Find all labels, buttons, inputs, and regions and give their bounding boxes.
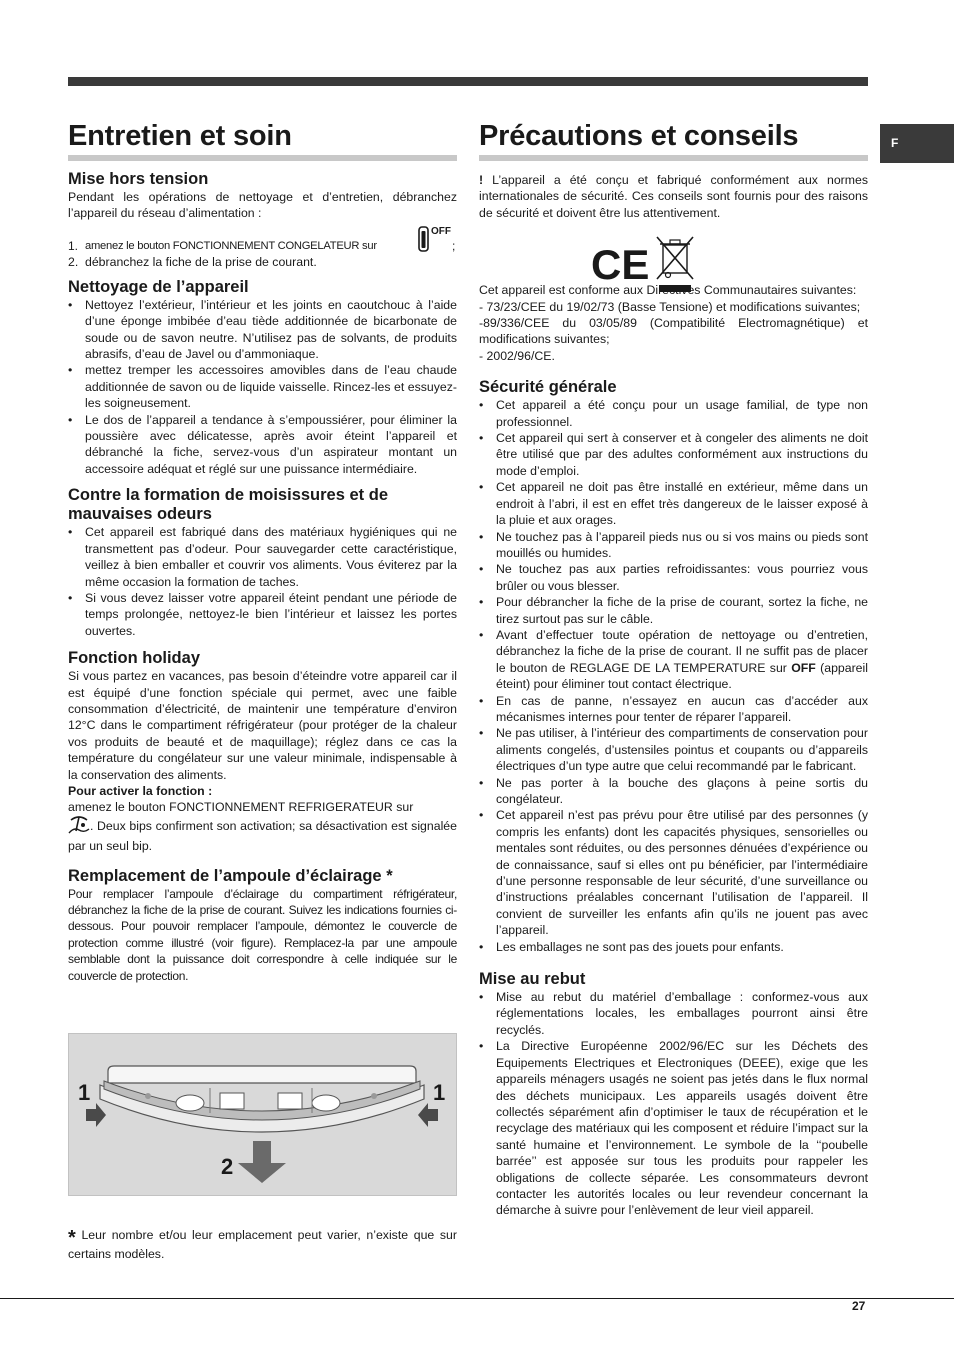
warning-mark: ! <box>479 173 484 187</box>
holiday-instruction: amenez le bouton FONCTIONNEMENT REFRIGERATEUR sur . Deux bips confirment son activation; sa désactivation est signalée par un seul bip. <box>68 800 457 854</box>
heading-securite-generale: Sécurité générale <box>479 378 617 397</box>
column-entretien <box>68 118 457 984</box>
list-item: • Ne pas porter à la bouche des glaçons à peine sortis du congélateur. <box>479 775 868 808</box>
heading-nettoyage: Nettoyage de l’appareil <box>68 277 249 296</box>
section-title-precautions: Précautions et conseils <box>479 118 868 161</box>
list-item: • Nettoyez l’extérieur, l’intérieur et les joints en caoutchouc à l’aide d’une éponge imbibée d’eau tiède additionnée de bicarbonate de soude ou de savon neutre. N’utilisez pas de solvants, de produits abrasifs, d’eau de Javel ou d’ammoniaque. <box>68 297 457 363</box>
ce-and-weee-marks <box>591 233 868 289</box>
list-item: • Les emballages ne sont pas des jouets pour enfants. <box>479 939 868 955</box>
svg-text:CE: CE <box>591 241 650 289</box>
heading-moisissures: Contre la formation de moisissures et de mauvaises odeurs <box>68 486 388 524</box>
list-item: • Ne touchez pas aux parties refroidissantes: vous pourriez vous brûler ou vous blesser. <box>479 561 868 594</box>
list-item: • Ne pas utiliser, à l’intérieur des compartiments de conservation pour aliments congelés, d’ustensiles pointus et coupants ou d’appareils électriques d’un type autre que celui recommandé par le fabricant. <box>479 725 868 774</box>
list-item: • Avant d’effectuer toute opération de nettoyage ou d’entretien, débranchez la fiche de la prise de courant. Il ne suffit pas de placer le bouton de REGLAGE DE LA TEMPERATURE sur OFF (appareil éteint) pour éliminer tout contact électrique. <box>479 627 868 693</box>
section-title-entretien: Entretien et soin <box>68 118 457 161</box>
precautions-intro: ! L’appareil a été conçu et fabriqué conformément aux normes internationales de sécurité. Ces conseils sont fournis pour des raisons de sécurité et doivent être lus attentivement. <box>479 173 868 220</box>
heading-fonction-holiday: Fonction holiday <box>68 649 200 668</box>
list-item: • Cet appareil n’est pas prévu pour être utilisé par des personnes (y compris les enfants) dont les capacités physiques, sensorielles ou mentales sont réduites, ou des personnes dénuées d’expérience ou de connaissance, sauf si elles ont pu bénéficier, par l’intermédiaire d’une personne responsable de leur sécurité, d’une surveillance ou d’instructions préalables concernant l’utilisation de l’appareil. Il convient de surveiller les enfants afin qu’ils ne jouent pas avec l’appareil. <box>479 807 868 938</box>
ampoule-text: Pour remplacer l’ampoule d’éclairage du compartiment réfrigérateur, débranchez la fiche de la prise de courant. Suivez les indications fournies ci-dessous. Pour pouvoir remplacer l’ampoule, démontez le couvercle de protection comme illustré (voir figure). Remplacez-la par une ampoule semblable dont la puissance doit correspondre à celle indiquée sur le couvercle de protection. <box>68 886 457 983</box>
figure-label-1-left: 1 <box>78 1080 91 1105</box>
list-item: • mettez tremper les accessoires amovibles dans de l’eau chaude additionnée de savon ou de liquide vaisselle. Rincez-les et essuyez-les soigneusement. <box>68 362 457 411</box>
step-2: 2. débranchez la fiche de la prise de courant. <box>68 254 317 269</box>
nettoyage-list <box>68 297 457 477</box>
lamp-cover-illustration <box>68 1033 457 1196</box>
figure-label-2: 2 <box>221 1154 234 1179</box>
list-item: • La Directive Européenne 2002/96/EC sur les Déchets des Equipements Electriques et Electroniques (DEEE), exige que les appareils ménagers usagés ne soient pas jetés dans le flux normal des déchets municipaux. Les appareils usagés doivent être collectés séparément afin d’optimiser le taux de récupération et le recyclage des matériaux qui les composent et réduire l’impact sur la santé humaine et l’environnement. Le symbole de la ‘‘poubelle barrée’’ est apposée sur tous les produits pour rappeler les obligations de collecte séparée. Les consommateurs devront contacter les autorités locales ou leur revendeur concernant la démarche à suivre pour l’enlèvement de leur vieil appareil. <box>479 1038 868 1218</box>
list-item: • Cet appareil qui sert à conserver et à congeler des aliments ne doit être utilisé que par des adultes conformément aux instructions du mode d’emploi. <box>479 430 868 479</box>
heading-mise-hors-tension: Mise hors tension <box>68 170 209 188</box>
footer-rule <box>0 1298 954 1299</box>
top-rule <box>68 77 868 86</box>
list-item: • Cet appareil est fabriqué dans des matériaux hygiéniques qui ne transmettent pas d’odeur. Pour sauvegarder cette caractéristique, veillez à bien emballer et couvrir vos aliments. Vous éviterez par la même occasion la formation de taches. <box>68 524 457 590</box>
list-item: • Ne touchez pas à l’appareil pieds nus ou si vos mains ou pieds sont mouillés ou humides. <box>479 529 868 562</box>
figure-label-1-right: 1 <box>433 1080 446 1105</box>
holiday-icon <box>68 816 90 838</box>
arrow-right-icon <box>86 1103 106 1127</box>
list-item: • Cet appareil a été conçu pour un usage familial, de type non professionnel. <box>479 397 868 430</box>
moisissures-list <box>68 524 457 639</box>
list-item: • Mise au rebut du matériel d’emballage : conformez-vous aux réglementations locales, les emballages pourront ainsi être recyclés. <box>479 989 868 1038</box>
holiday-subheading: Pour activer la fonction : <box>68 783 213 798</box>
directives-block: Cet appareil est conforme aux Directives Communautaires suivantes: - 73/23/CEE du 19/02/73 (Basse Tensione) et modifications suivantes; -89/336/CEE du 03/05/89 (Compatibilité Electromagnétique) et modifications suivantes; - 2002/96/CE. <box>479 283 868 363</box>
securite-list <box>479 397 868 955</box>
heading-mise-au-rebut: Mise au rebut <box>479 970 586 989</box>
list-item: • Cet appareil ne doit pas être installé en extérieur, même dans un endroit à l’abri, il est en effet très dangereux de le laisser exposé à la pluie et aux orages. <box>479 479 868 528</box>
heading-ampoule: Remplacement de l’ampoule d’éclairage * <box>68 866 393 885</box>
rebut-list <box>479 989 868 1219</box>
list-item: • Pour débrancher la fiche de la prise de courant, sortez la fiche, ne tirez surtout pas sur le câble. <box>479 594 868 627</box>
svg-text:OFF: OFF <box>431 225 451 237</box>
holiday-text: Si vous partez en vacances, pas besoin d’éteindre votre appareil car il est équipé d’une fonction spéciale qui permet, avec une faible consommation d’électricité, de maintenir une température d’environ 12°C dans le compartiment réfrigérateur (pour protéger de la chaleur vos produits de beauté et de maquillage); réglez dans ce cas la température du congélateur sur une valeur minimale, indispensable à la conservation des aliments. <box>68 669 457 782</box>
language-tab: F <box>880 124 954 163</box>
arrow-down-icon <box>238 1141 286 1183</box>
page-number: 27 <box>852 1299 866 1313</box>
arrow-left-icon <box>418 1103 438 1127</box>
list-item: • Si vous devez laisser votre appareil éteint pendant une période de temps prolongée, nettoyez-le bien l’intérieur et laissez les portes ouvertes. <box>68 590 457 639</box>
step-1: 1. amenez le bouton FONCTIONNEMENT CONGELATEUR sur OFF ; <box>68 238 457 254</box>
footnote: * Leur nombre et/ou leur emplacement peut varier, n’existe que sur certains modèles. <box>68 1227 457 1262</box>
column-precautions <box>479 118 868 1219</box>
list-item: • Le dos de l’appareil a tendance à s’empoussiérer, pour éliminer la poussière avec délicatesse, après avoir éteint l’appareil et débranché la fiche, servez-vous d’un aspirateur montant un accessoire adéquat et réglé sur une puissance intermédiaire. <box>68 412 457 478</box>
mise-hors-tension-intro: Pendant les opérations de nettoyage et d’entretien, débranchez l’appareil du réseau d’alimentation : <box>68 190 457 221</box>
list-item: • En cas de panne, n’essayez en aucun cas d’accéder aux mécanismes internes pour tenter de réparer l’appareil. <box>479 693 868 726</box>
